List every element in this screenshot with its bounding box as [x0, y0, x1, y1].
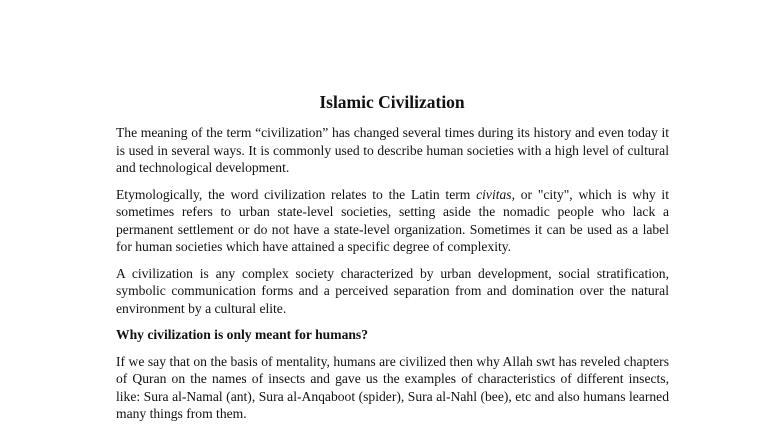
etymology-text-after: or "city", which is why it sometimes refers to urban state-level societies, setting aside the nomadic people who lack a permanent settlement or do not have a state-level organization. Sometimes it can be used as a label for human societies which have attained a specific degree of complexity. — [116, 186, 669, 254]
paragraph-definition: The meaning of the term “civilization” has changed several times during its history and even today it is used in several ways. It is commonly used to describe human societies with a high level of cultural and technological development. — [116, 125, 669, 175]
paragraph-etymology — [116, 186, 669, 256]
page-title: Islamic Civilization — [319, 92, 465, 112]
latin-term-civitas: civitas, — [476, 186, 515, 202]
paragraph-characteristics: A civilization is any complex society characterized by urban development, social stratification, symbolic communication forms and a perceived separation from and domination over the natural environment by a cultural elite. — [116, 265, 669, 316]
document-body — [116, 124, 669, 432]
section-heading: Why civilization is only meant for humans? — [116, 327, 369, 342]
etymology-text-before: Etymologically, the word civilization relates to the Latin term — [116, 186, 477, 202]
paragraph-insects: If we say that on the basis of mentality, humans are civilized then why Allah swt has reveled chapters of Quran on the names of insects and gave us the examples of characteristics of different insects, like: Sura al-Namal (ant), Sura al-Anqaboot (spider), Sura al-Nahl (bee), etc and also humans learned many things from them. — [116, 353, 669, 421]
